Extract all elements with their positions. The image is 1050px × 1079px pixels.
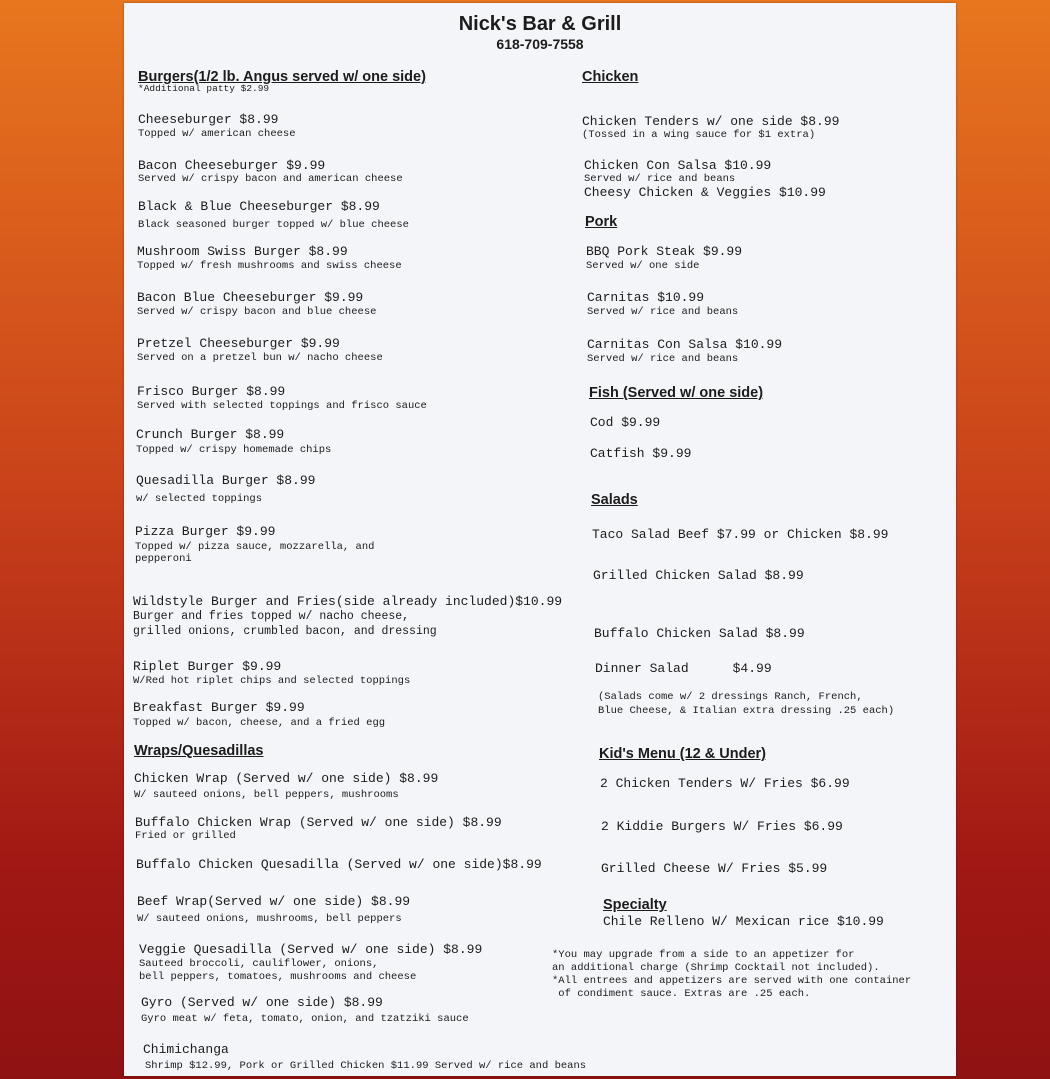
- menu-item-desc: Served w/ rice and beans: [587, 353, 739, 365]
- dinner-salad-label: Dinner Salad: [595, 661, 689, 676]
- menu-sheet: [124, 3, 956, 1076]
- pork-heading: Pork: [585, 214, 618, 230]
- menu-item-name: Gyro (Served w/ one side) $8.99: [141, 995, 383, 1010]
- menu-item-desc: W/ sauteed onions, mushrooms, bell peppers: [137, 913, 402, 925]
- menu-item-name: Buffalo Chicken Salad $8.99: [594, 626, 805, 641]
- menu-item-name: Quesadilla Burger $8.99: [136, 473, 316, 488]
- menu-item-name: Mushroom Swiss Burger $8.99: [137, 244, 348, 259]
- menu-item-name: Cheesy Chicken & Veggies $10.99: [584, 185, 826, 200]
- menu-item-desc: Burger and fries topped w/ nacho cheese,: [133, 610, 410, 623]
- burgers-note: *Additional patty $2.99: [138, 83, 270, 94]
- menu-item-desc: pepperoni: [135, 553, 192, 565]
- menu-item-desc: Topped w/ american cheese: [138, 128, 296, 140]
- menu-item-name: Buffalo Chicken Wrap (Served w/ one side) $8.99: [135, 815, 502, 830]
- menu-item-desc: Topped w/ pizza sauce, mozzarella, and: [135, 541, 375, 553]
- phone-number: 618-709-7558: [496, 36, 584, 52]
- chicken-heading: Chicken: [582, 69, 639, 85]
- fish-heading: Fish (Served w/ one side): [589, 385, 764, 401]
- menu-item-name: Carnitas Con Salsa $10.99: [587, 337, 783, 352]
- menu-item-name: Cheeseburger $8.99: [138, 112, 279, 127]
- menu-item-name: Beef Wrap(Served w/ one side) $8.99: [137, 894, 411, 909]
- footnote: an additional charge (Shrimp Cocktail not included).: [552, 962, 880, 974]
- salads-note: Blue Cheese, & Italian extra dressing .25 each): [598, 705, 895, 717]
- menu-item-desc: W/Red hot riplet chips and selected toppings: [133, 675, 411, 687]
- menu-item-name: Carnitas $10.99: [587, 290, 705, 305]
- menu-item-name: Wildstyle Burger and Fries(side already included)$10.99: [133, 594, 563, 609]
- menu-item-name: Chimichanga: [143, 1042, 229, 1057]
- footnote: *You may upgrade from a side to an appetizer for: [552, 949, 855, 961]
- salads-heading: Salads: [591, 492, 638, 508]
- menu-item-desc: w/ selected toppings: [136, 493, 263, 505]
- dinner-salad-price: $4.99: [732, 661, 772, 676]
- menu-item-desc: Served w/ crispy bacon and blue cheese: [137, 306, 377, 318]
- menu-item-name: Taco Salad Beef $7.99 or Chicken $8.99: [592, 527, 889, 542]
- menu-item-name: Bacon Cheeseburger $9.99: [138, 158, 326, 173]
- menu-item-name: Chicken Wrap (Served w/ one side) $8.99: [134, 771, 439, 786]
- menu-item-desc: Sauteed broccoli, cauliflower, onions,: [139, 958, 379, 970]
- menu-item-name: [595, 661, 772, 676]
- menu-item-desc: Gyro meat w/ feta, tomato, onion, and tzatziki sauce: [141, 1013, 469, 1025]
- menu-item-desc: Shrimp $12.99, Pork or Grilled Chicken $11.99 Served w/ rice and beans: [145, 1060, 587, 1072]
- menu-item-name: Crunch Burger $8.99: [136, 427, 285, 442]
- menu-item-name: Bacon Blue Cheeseburger $9.99: [137, 290, 364, 305]
- menu-item-name: Riplet Burger $9.99: [133, 659, 282, 674]
- menu-item-name: Breakfast Burger $9.99: [133, 700, 305, 715]
- kids-heading: Kid's Menu (12 & Under): [599, 746, 766, 762]
- menu-item-name: Grilled Cheese W/ Fries $5.99: [601, 861, 828, 876]
- menu-item-desc: Served w/ one side: [586, 260, 700, 272]
- menu-item-desc: (Tossed in a wing sauce for $1 extra): [582, 129, 816, 141]
- menu-item-name: Pizza Burger $9.99: [135, 524, 276, 539]
- menu-item-name: Chicken Con Salsa $10.99: [584, 158, 772, 173]
- menu-item-desc: Topped w/ fresh mushrooms and swiss cheese: [137, 260, 402, 272]
- menu-item-desc: Served with selected toppings and frisco sauce: [137, 400, 427, 412]
- specialty-heading: Specialty: [603, 897, 667, 913]
- menu-item-name: Cod $9.99: [590, 415, 661, 430]
- menu-item-desc: grilled onions, crumbled bacon, and dressing: [133, 625, 437, 638]
- menu-item-desc: bell peppers, tomatoes, mushrooms and cheese: [139, 971, 417, 983]
- menu-item-desc: Topped w/ crispy homemade chips: [136, 444, 332, 456]
- menu-item-name: 2 Chicken Tenders W/ Fries $6.99: [600, 776, 850, 791]
- menu-item-name: 2 Kiddie Burgers W/ Fries $6.99: [601, 819, 843, 834]
- wraps-heading: Wraps/Quesadillas: [134, 743, 264, 759]
- restaurant-name: Nick's Bar & Grill: [458, 13, 622, 35]
- footnote: *All entrees and appetizers are served with one container: [552, 975, 912, 987]
- burgers-heading: Burgers(1/2 lb. Angus served w/ one side): [138, 69, 426, 85]
- menu-item-name: Chile Relleno W/ Mexican rice $10.99: [603, 914, 884, 929]
- menu-item-name: Black & Blue Cheeseburger $8.99: [138, 199, 380, 214]
- menu-item-desc: Served on a pretzel bun w/ nacho cheese: [137, 352, 383, 364]
- menu-item-desc: Black seasoned burger topped w/ blue cheese: [138, 219, 409, 231]
- menu-item-name: Veggie Quesadilla (Served w/ one side) $8.99: [139, 942, 483, 957]
- menu-item-name: Catfish $9.99: [590, 446, 692, 461]
- menu-item-name: Buffalo Chicken Quesadilla (Served w/ one side)$8.99: [136, 857, 542, 872]
- salads-note: (Salads come w/ 2 dressings Ranch, French,: [598, 691, 863, 703]
- menu-item-desc: W/ sauteed onions, bell peppers, mushrooms: [134, 789, 399, 801]
- menu-item-name: Chicken Tenders w/ one side $8.99: [582, 114, 840, 129]
- menu-item-desc: Served w/ rice and beans: [587, 306, 739, 318]
- menu-item-desc: Served w/ rice and beans: [584, 173, 736, 185]
- menu-item-desc: Topped w/ bacon, cheese, and a fried egg: [133, 717, 386, 729]
- menu-item-name: Pretzel Cheeseburger $9.99: [137, 336, 340, 351]
- footnote: of condiment sauce. Extras are .25 each.: [552, 988, 811, 1000]
- menu-item-name: Grilled Chicken Salad $8.99: [593, 568, 804, 583]
- menu-item-desc: Served w/ crispy bacon and american cheese: [138, 173, 403, 185]
- menu-item-desc: Fried or grilled: [135, 830, 236, 842]
- menu-item-name: BBQ Pork Steak $9.99: [586, 244, 743, 259]
- menu-item-name: Frisco Burger $8.99: [137, 384, 286, 399]
